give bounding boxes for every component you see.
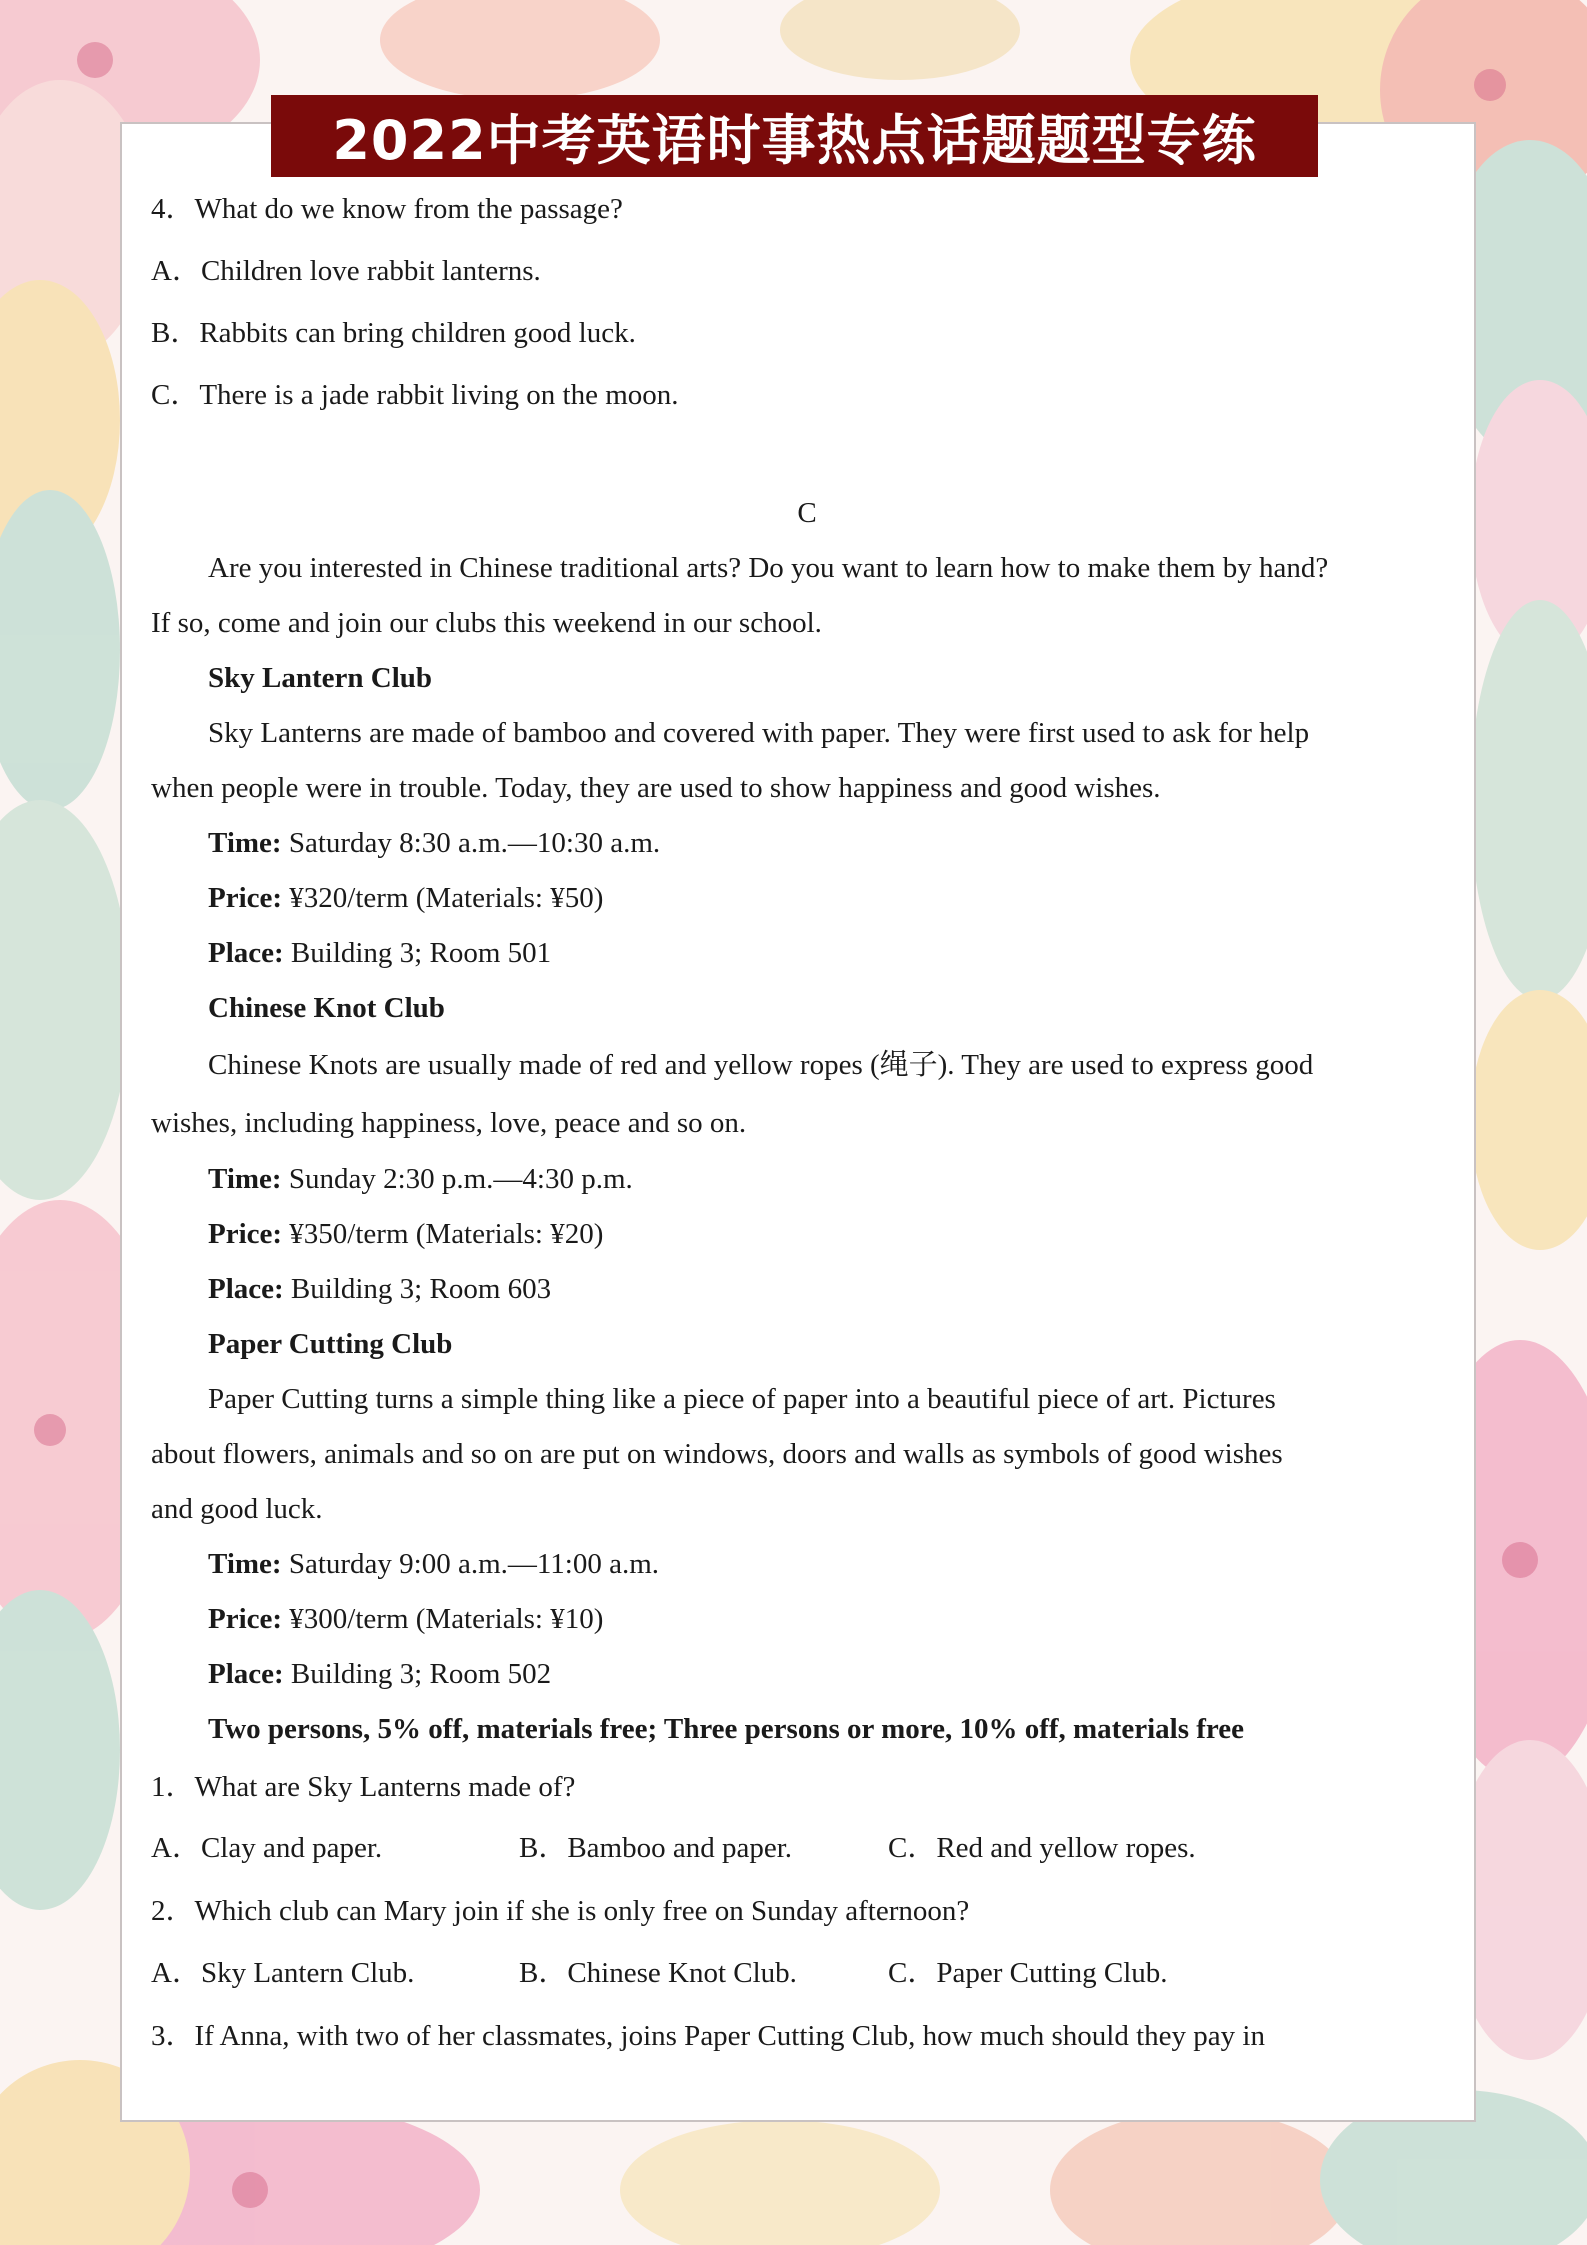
time-value: Saturday 8:30 a.m.—10:30 a.m.	[288, 827, 661, 859]
club-desc-line: when people were in trouble. Today, they are used to show happiness and good wishes.	[151, 772, 1161, 804]
club-price	[151, 871, 1463, 926]
title-banner: 2022中考英语时事热点话题题型专练	[271, 95, 1318, 177]
document-content	[151, 178, 1463, 2067]
club-desc-line: about flowers, animals and so on are put on windows, doors and walls as symbols of good wishes	[151, 1438, 1283, 1470]
question-1-option-a: A．Clay and paper.	[151, 1832, 383, 1864]
place-value: Building 3; Room 502	[290, 1658, 552, 1690]
time-value: Sunday 2:30 p.m.—4:30 p.m.	[288, 1163, 633, 1195]
price-value: ¥350/term (Materials: ¥20)	[289, 1218, 604, 1250]
question-1-stem: 1．What are Sky Lanterns made of?	[151, 1771, 576, 1803]
question-2-option-c: C．Paper Cutting Club.	[888, 1957, 1168, 1989]
question-4-option-c: C．There is a jade rabbit living on the moon.	[151, 379, 679, 411]
intro-line-2: If so, come and join our clubs this weekend in our school.	[151, 607, 822, 639]
club-desc-line: and good luck.	[151, 1493, 323, 1525]
club-time	[151, 1537, 1463, 1592]
question-1-option-b: B．Bamboo and paper.	[519, 1832, 793, 1864]
club-time	[151, 1152, 1463, 1207]
question-2-options	[151, 1942, 1463, 2005]
question-4-option-b: B．Rabbits can bring children good luck.	[151, 317, 636, 349]
place-label: Place:	[208, 1273, 284, 1305]
question-4-stem: 4．What do we know from the passage?	[151, 193, 623, 225]
club-desc-line: Paper Cutting turns a simple thing like a piece of paper into a beautiful piece of art. Pictures	[208, 1383, 1276, 1415]
price-label: Price:	[208, 1603, 283, 1635]
price-value: ¥320/term (Materials: ¥50)	[289, 882, 604, 914]
club-place	[151, 926, 1463, 981]
discount-note: Two persons, 5% off, materials free; Three persons or more, 10% off, materials free	[208, 1713, 1244, 1745]
price-label: Price:	[208, 882, 283, 914]
club-heading-chinese-knot: Chinese Knot Club	[208, 992, 445, 1024]
time-value: Saturday 9:00 a.m.—11:00 a.m.	[288, 1548, 660, 1580]
club-heading-sky-lantern: Sky Lantern Club	[208, 662, 433, 694]
question-3-stem: 3．If Anna, with two of her classmates, joins Paper Cutting Club, how much should they pay in	[151, 2020, 1265, 2052]
club-desc-line: Chinese Knots are usually made of red and yellow ropes (绳子). They are used to express good	[208, 1049, 1314, 1081]
place-label: Place:	[208, 1658, 284, 1690]
question-1-options	[151, 1817, 1463, 1880]
price-label: Price:	[208, 1218, 283, 1250]
question-2-stem: 2．Which club can Mary join if she is only free on Sunday afternoon?	[151, 1895, 970, 1927]
place-value: Building 3; Room 501	[290, 937, 552, 969]
club-desc-line: Sky Lanterns are made of bamboo and covered with paper. They were first used to ask for help	[208, 717, 1310, 749]
question-4-option-a: A．Children love rabbit lanterns.	[151, 255, 541, 287]
time-label: Time:	[208, 827, 282, 859]
club-price	[151, 1207, 1463, 1262]
place-value: Building 3; Room 603	[290, 1273, 552, 1305]
club-price	[151, 1592, 1463, 1647]
price-value: ¥300/term (Materials: ¥10)	[289, 1603, 604, 1635]
club-desc-line: wishes, including happiness, love, peace and so on.	[151, 1107, 747, 1139]
intro-line-1: Are you interested in Chinese traditional arts? Do you want to learn how to make them by hand?	[208, 552, 1329, 584]
question-2-option-b: B．Chinese Knot Club.	[519, 1957, 797, 1989]
question-1-option-c: C．Red and yellow ropes.	[888, 1832, 1196, 1864]
club-place	[151, 1262, 1463, 1317]
club-place	[151, 1647, 1463, 1702]
time-label: Time:	[208, 1548, 282, 1580]
section-letter: C	[797, 497, 817, 529]
club-time	[151, 816, 1463, 871]
question-2-option-a: A．Sky Lantern Club.	[151, 1957, 415, 1989]
time-label: Time:	[208, 1163, 282, 1195]
club-heading-paper-cutting: Paper Cutting Club	[208, 1328, 453, 1360]
place-label: Place:	[208, 937, 284, 969]
